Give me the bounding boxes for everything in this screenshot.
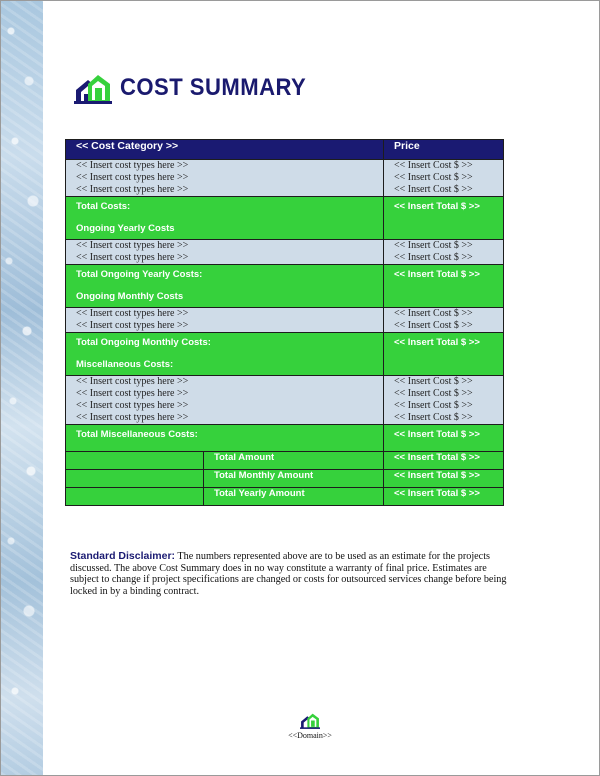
group-total-label: Total Miscellaneous Costs: bbox=[76, 429, 198, 440]
cost-value-text: << Insert Cost $ >> bbox=[394, 240, 473, 251]
summary-label: Total Yearly Amount bbox=[204, 488, 384, 506]
group-total-value: << Insert Total $ >> bbox=[394, 337, 480, 348]
spacer bbox=[76, 281, 373, 291]
decorative-side-strip bbox=[1, 1, 43, 775]
group-total-value-cell bbox=[384, 333, 504, 376]
cost-value-text: << Insert Cost $ >> bbox=[394, 172, 473, 183]
group-total-value-cell bbox=[384, 425, 504, 452]
disclaimer-lead: Standard Disclaimer: bbox=[70, 550, 176, 562]
cost-type-text: << Insert cost types here >> bbox=[76, 400, 189, 411]
cost-items-row bbox=[66, 160, 504, 197]
page-header bbox=[74, 72, 322, 104]
group-total-label-cell bbox=[66, 333, 384, 376]
cost-value-text: << Insert Cost $ >> bbox=[394, 252, 473, 263]
cost-value-text: << Insert Cost $ >> bbox=[394, 388, 473, 399]
group-total-value: << Insert Total $ >> bbox=[394, 429, 480, 440]
group-total-row bbox=[66, 265, 504, 308]
footer-house-logo-icon bbox=[300, 712, 320, 729]
summary-value: << Insert Total $ >> bbox=[384, 470, 504, 488]
cost-type-text: << Insert cost types here >> bbox=[76, 388, 189, 399]
summary-total-row bbox=[66, 452, 504, 470]
cost-category-cell bbox=[66, 376, 384, 425]
cost-summary-table bbox=[65, 139, 504, 506]
group-total-row bbox=[66, 425, 504, 452]
cost-category-cell bbox=[66, 240, 384, 265]
group-total-value-cell bbox=[384, 197, 504, 240]
footer-domain: <<Domain>> bbox=[288, 731, 332, 740]
cost-value-text: << Insert Cost $ >> bbox=[394, 412, 473, 423]
cost-type-text: << Insert cost types here >> bbox=[76, 252, 189, 263]
section-heading: Ongoing Monthly Costs bbox=[76, 291, 184, 302]
summary-value: << Insert Total $ >> bbox=[384, 488, 504, 506]
house-logo-icon bbox=[74, 72, 112, 104]
summary-value: << Insert Total $ >> bbox=[384, 452, 504, 470]
group-total-row bbox=[66, 197, 504, 240]
cost-price-cell bbox=[384, 308, 504, 333]
column-header-category: << Cost Category >> bbox=[66, 140, 384, 160]
cost-type-text: << Insert cost types here >> bbox=[76, 376, 189, 387]
disclaimer-text: The numbers represented above are to be used as an estimate for the projects discussed. The above Cost Summary does in no way constitute a warranty of final price. Estimates are subject to change if project specifications are changed or costs for outsourced services change before being locked in by a binding contract. bbox=[70, 551, 507, 597]
group-total-row bbox=[66, 333, 504, 376]
group-total-value: << Insert Total $ >> bbox=[394, 201, 480, 212]
cost-value-text: << Insert Cost $ >> bbox=[394, 376, 473, 387]
cost-type-text: << Insert cost types here >> bbox=[76, 308, 189, 319]
spacer bbox=[76, 213, 373, 223]
section-heading: Miscellaneous Costs: bbox=[76, 359, 174, 370]
group-total-label-cell bbox=[66, 265, 384, 308]
summary-label: Total Monthly Amount bbox=[204, 470, 384, 488]
group-total-value-cell bbox=[384, 265, 504, 308]
group-total-label-cell bbox=[66, 197, 384, 240]
summary-label: Total Amount bbox=[204, 452, 384, 470]
spacer bbox=[76, 349, 373, 359]
cost-items-row bbox=[66, 308, 504, 333]
cost-value-text: << Insert Cost $ >> bbox=[394, 184, 473, 195]
group-total-label-cell bbox=[66, 425, 384, 452]
group-total-label: Total Ongoing Yearly Costs: bbox=[76, 269, 203, 280]
group-total-value: << Insert Total $ >> bbox=[394, 269, 480, 280]
summary-total-row bbox=[66, 488, 504, 506]
cost-price-cell bbox=[384, 240, 504, 265]
cost-type-text: << Insert cost types here >> bbox=[76, 240, 189, 251]
group-total-label: Total Costs: bbox=[76, 201, 131, 212]
summary-blank-cell bbox=[66, 488, 204, 506]
cost-type-text: << Insert cost types here >> bbox=[76, 160, 189, 171]
group-total-label: Total Ongoing Monthly Costs: bbox=[76, 337, 211, 348]
cost-price-cell bbox=[384, 160, 504, 197]
summary-total-row bbox=[66, 470, 504, 488]
table-header-row bbox=[66, 140, 504, 160]
cost-value-text: << Insert Cost $ >> bbox=[394, 308, 473, 319]
column-header-price: Price bbox=[384, 140, 504, 160]
section-heading: Ongoing Yearly Costs bbox=[76, 223, 175, 234]
cost-price-cell bbox=[384, 376, 504, 425]
cost-items-row bbox=[66, 376, 504, 425]
cost-type-text: << Insert cost types here >> bbox=[76, 412, 189, 423]
cost-category-cell bbox=[66, 308, 384, 333]
cost-items-row bbox=[66, 240, 504, 265]
page-title: COST SUMMARY bbox=[120, 74, 307, 101]
cost-value-text: << Insert Cost $ >> bbox=[394, 400, 473, 411]
cost-type-text: << Insert cost types here >> bbox=[76, 172, 189, 183]
cost-category-cell bbox=[66, 160, 384, 197]
summary-blank-cell bbox=[66, 452, 204, 470]
summary-blank-cell bbox=[66, 470, 204, 488]
cost-value-text: << Insert Cost $ >> bbox=[394, 160, 473, 171]
cost-type-text: << Insert cost types here >> bbox=[76, 320, 189, 331]
cost-type-text: << Insert cost types here >> bbox=[76, 184, 189, 195]
standard-disclaimer bbox=[70, 551, 518, 597]
cost-value-text: << Insert Cost $ >> bbox=[394, 320, 473, 331]
